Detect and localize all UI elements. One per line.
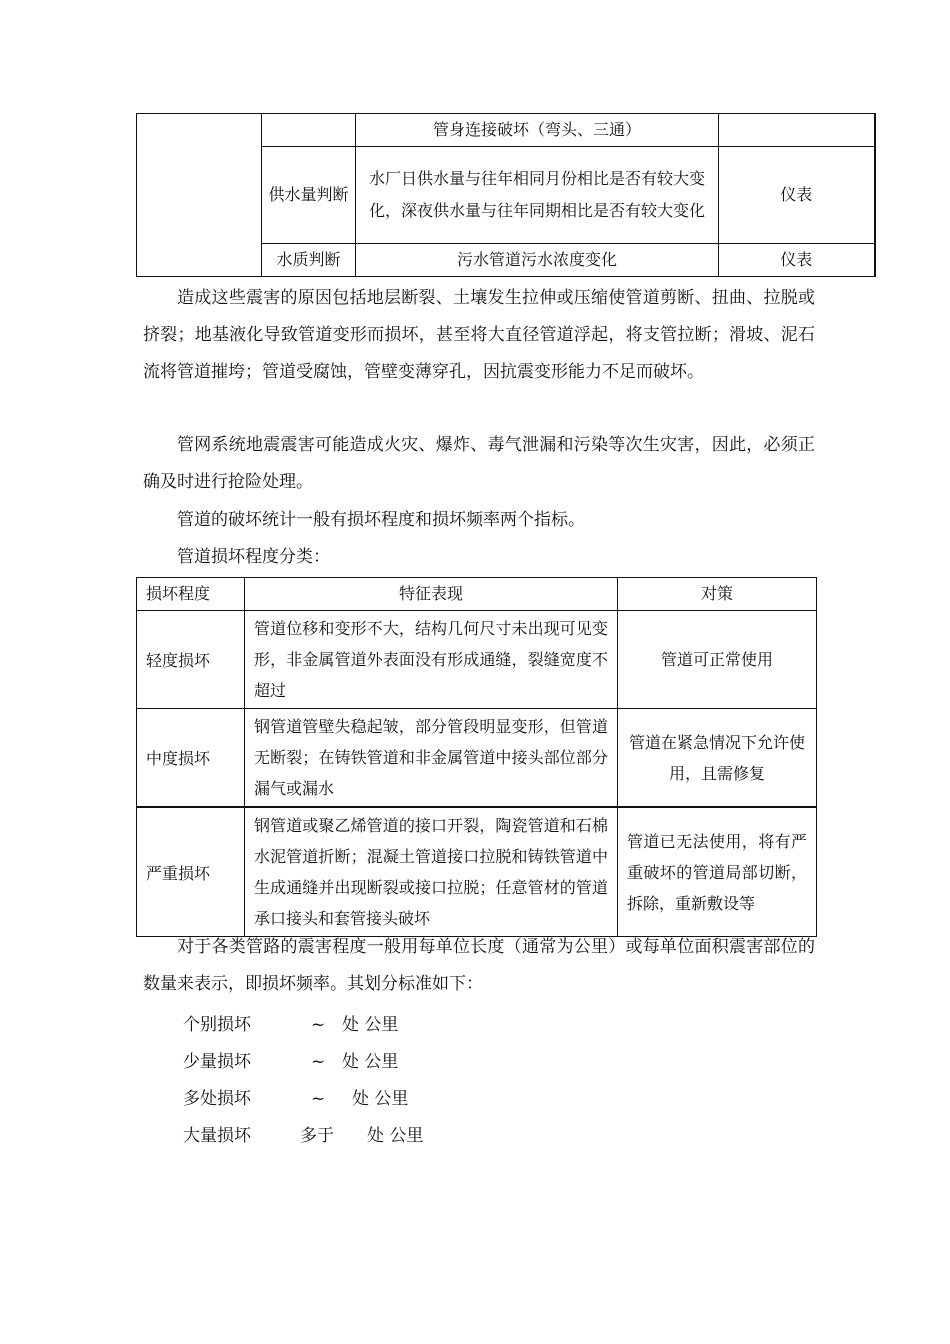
table-cell: 钢管道或聚乙烯管道的接口开裂，陶瓷管道和石棉水泥管道折断；混凝土管道接口拉脱和铸铁管道中生成通缝并出现断裂或接口拉脱；任意管材的管道承口接头和套管接头破坏 [245, 807, 618, 937]
frequency-unit: 处 公里 [342, 1052, 399, 1072]
table-cell: 仪表 [719, 244, 875, 277]
table-cell: 管道位移和变形不大，结构几何尺寸未出现可见变形，非金属管道外表面没有形成通缝，裂缝宽度不超过 [245, 611, 618, 709]
table-cell: 严重损坏 [137, 807, 245, 937]
paragraph-secondary-disasters: 管网系统地震震害可能造成火灾、爆炸、毒气泄漏和污染等次生灾害，因此，必须正确及时进行抢险处理。 [143, 435, 815, 492]
frequency-unit: 处 公里 [342, 1015, 399, 1035]
table-header-cell: 对策 [618, 578, 817, 611]
table-cell: 管身连接破坏（弯头、三通） [356, 114, 719, 147]
frequency-item [183, 1044, 398, 1081]
damage-degree-table [136, 577, 817, 937]
table-cell [262, 114, 356, 147]
frequency-name: 多处损坏 [183, 1089, 251, 1109]
table-row [137, 807, 817, 937]
table-cell: 中度损坏 [137, 709, 245, 808]
frequency-unit: 处 公里 [352, 1089, 409, 1109]
table-cell: 供水量判断 [262, 147, 356, 244]
table-header-cell: 损坏程度 [137, 578, 245, 611]
table-cell: 水厂日供水量与往年相同月份相比是否有较大变化，深夜供水量与往年同期相比是否有较大变化 [356, 147, 719, 244]
table-cell: 污水管道污水浓度变化 [356, 244, 719, 277]
table-cell: 管道可正常使用 [618, 611, 817, 709]
paragraph-indicators: 管道的破坏统计一般有损坏程度和损坏频率两个指标。 [177, 510, 585, 530]
frequency-unit: 处 公里 [367, 1126, 424, 1146]
frequency-item [183, 1081, 408, 1118]
frequency-range: ~ [311, 1089, 326, 1109]
table-cell: 管道在紧急情况下允许使用，且需修复 [618, 709, 817, 808]
frequency-range: ~ [311, 1015, 326, 1035]
table-header-cell: 特征表现 [245, 578, 618, 611]
paragraph-frequency-intro: 对于各类管路的震害程度一般用每单位长度（通常为公里）或每单位面积震害部位的数量来表示，即损坏频率。其划分标准如下： [143, 937, 815, 994]
table-cell: 钢管道管壁失稳起皱，部分管段明显变形，但管道无断裂；在铸铁管道和非金属管道中接头部位部分漏气或漏水 [245, 709, 618, 808]
paragraph-causes: 造成这些震害的原因包括地层断裂、土壤发生拉伸或压缩使管道剪断、扭曲、拉脱或挤裂；地基液化导致管道变形而损坏，甚至将大直径管道浮起，将支管拉断；滑坡、泥石流将管道摧垮；管道受腐蚀，管壁变薄穿孔，因抗震变形能力不足而破坏。 [143, 288, 815, 382]
inspection-method-table [136, 113, 876, 277]
frequency-name: 少量损坏 [183, 1052, 251, 1072]
frequency-item [183, 1007, 398, 1044]
table-cell: 轻度损坏 [137, 611, 245, 709]
table-row [137, 114, 875, 147]
table-cell [719, 114, 875, 147]
table-row [137, 611, 817, 709]
frequency-name: 大量损坏 [183, 1126, 251, 1146]
paragraph-classification-title: 管道损坏程度分类： [177, 547, 330, 567]
frequency-range: 多于 [300, 1126, 334, 1146]
merged-category-cell [137, 114, 262, 277]
table-cell: 仪表 [719, 147, 875, 244]
frequency-range: ~ [311, 1052, 326, 1072]
frequency-item [183, 1118, 423, 1155]
table-header-row [137, 578, 817, 611]
frequency-name: 个别损坏 [183, 1015, 251, 1035]
table-cell: 水质判断 [262, 244, 356, 277]
table-cell: 管道已无法使用，将有严重破坏的管道局部切断，拆除，重新敷设等 [618, 807, 817, 937]
table-row [137, 709, 817, 808]
